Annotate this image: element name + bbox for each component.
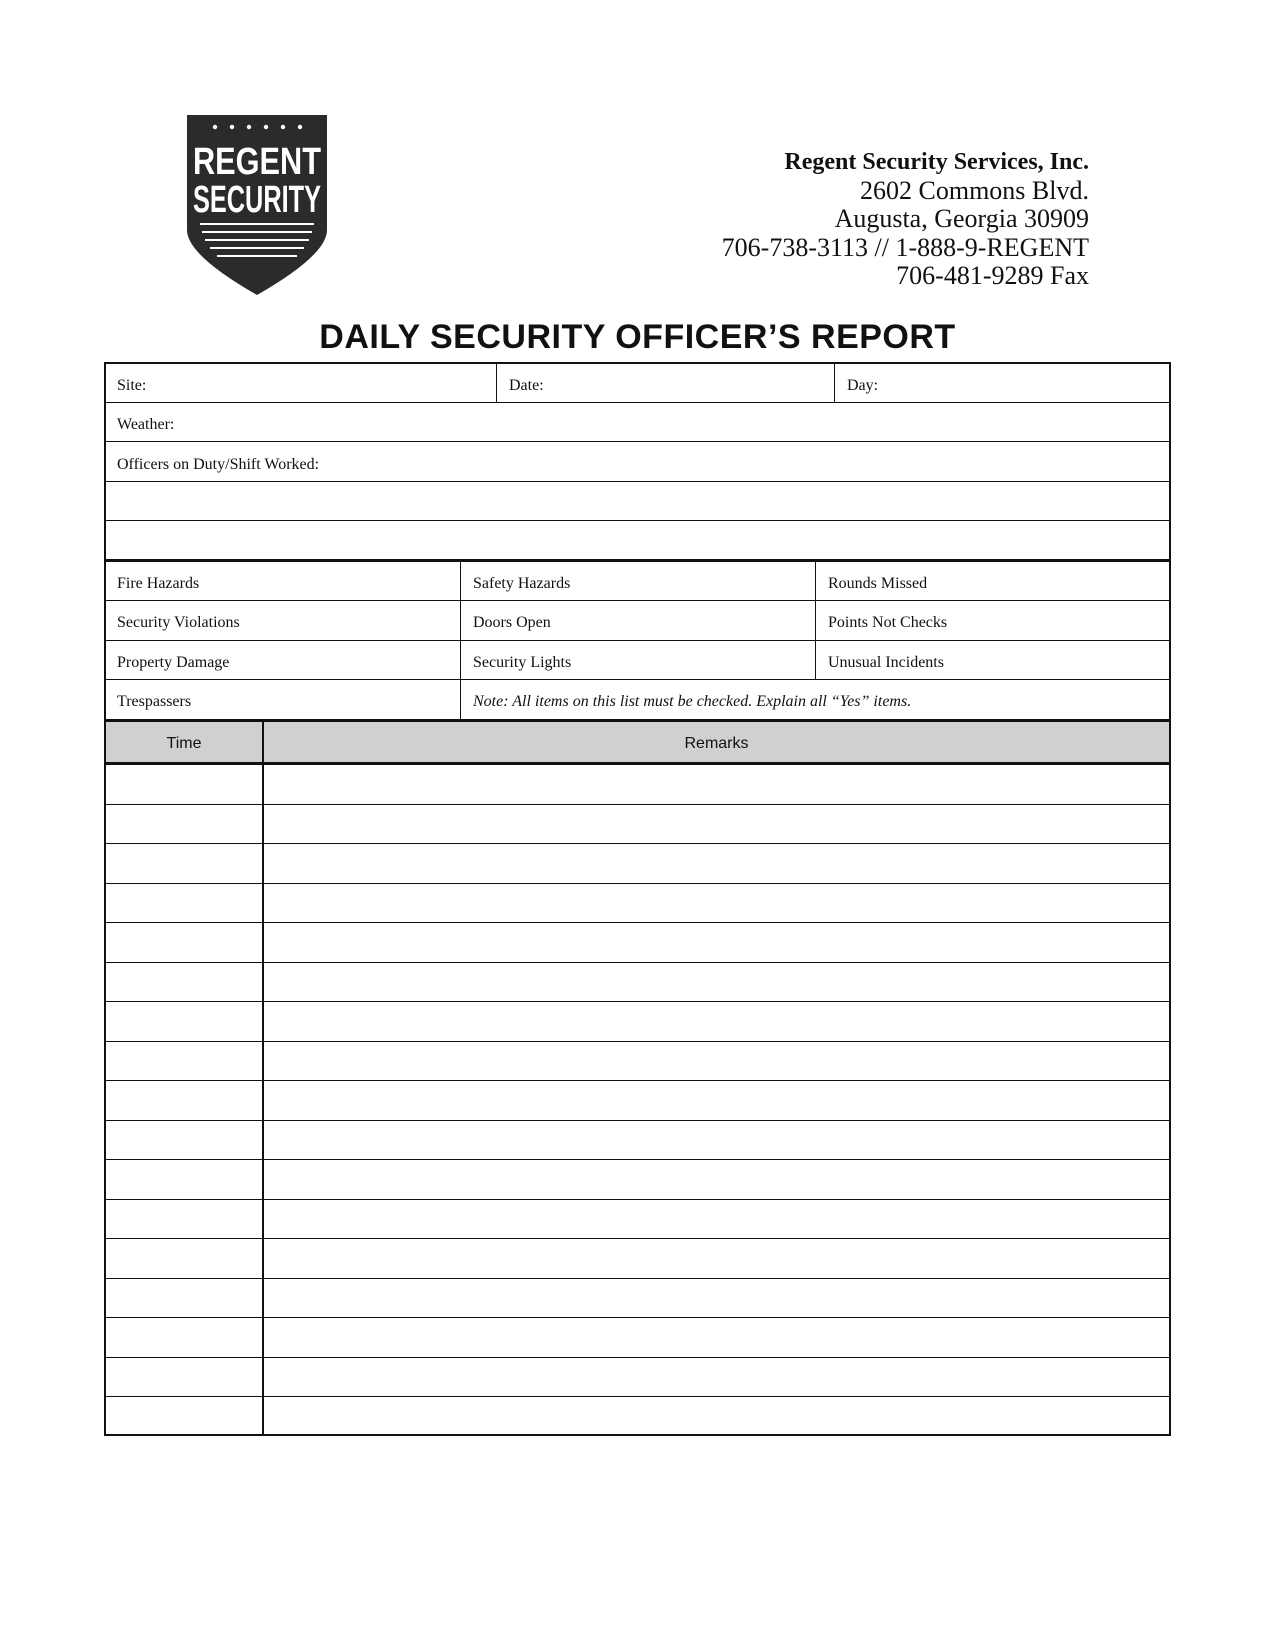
remarks-column-header: Remarks [684,735,749,752]
row-divider [104,1278,1171,1279]
log-row [104,962,1171,1002]
check-fire-hazards[interactable]: Fire Hazards [117,575,200,592]
check-property-damage[interactable]: Property Damage [117,654,230,671]
check-security-violations[interactable]: Security Violations [117,614,240,631]
check-safety-hazards[interactable]: Safety Hazards [473,575,571,592]
log-row [104,1120,1171,1160]
weather-field[interactable]: Weather: [117,416,175,433]
time-cell[interactable] [104,883,262,923]
row-divider [104,1317,1171,1318]
row-divider [104,922,1171,923]
remarks-cell[interactable] [264,1317,1171,1357]
company-info [722,148,1089,291]
check-doors-open[interactable]: Doors Open [473,614,551,631]
remarks-cell[interactable] [264,1357,1171,1397]
remarks-cell[interactable] [264,843,1171,883]
time-cell[interactable] [104,1080,262,1120]
logo-line2: SECURITY [193,179,321,221]
row-divider [104,804,1171,805]
log-row [104,1317,1171,1357]
row-divider [104,1159,1171,1160]
row-divider [104,1001,1171,1002]
remarks-cell[interactable] [264,1120,1171,1160]
remarks-cell[interactable] [264,1159,1171,1199]
row-divider [104,1357,1171,1358]
officers-line-1[interactable] [106,483,1169,519]
log-row [104,804,1171,844]
log-row [104,843,1171,883]
company-fax: 706-481-9289 Fax [896,261,1089,290]
time-cell[interactable] [104,1357,262,1397]
row-divider [104,1080,1171,1081]
time-cell[interactable] [104,1001,262,1041]
time-cell[interactable] [104,843,262,883]
check-security-lights[interactable]: Security Lights [473,654,572,671]
company-address-line1: 2602 Commons Blvd. [860,175,1089,205]
time-cell[interactable] [104,1120,262,1160]
time-cell[interactable] [104,922,262,962]
remarks-cell[interactable] [264,1238,1171,1278]
time-cell[interactable] [104,1159,262,1199]
time-cell[interactable] [104,1041,262,1081]
remarks-cell[interactable] [264,1041,1171,1081]
time-cell[interactable] [104,1278,262,1318]
time-column-header: Time [166,735,202,752]
officers-line-2[interactable] [106,522,1169,558]
log-row [104,1238,1171,1278]
row-divider [104,962,1171,963]
time-cell[interactable] [104,1238,262,1278]
logo-line1: REGENT [193,141,321,183]
remarks-cell[interactable] [264,804,1171,844]
log-row [104,1278,1171,1318]
remarks-cell[interactable] [264,1001,1171,1041]
company-name: Regent Security Services, Inc. [784,149,1089,175]
remarks-cell[interactable] [264,962,1171,1002]
time-cell[interactable] [104,1317,262,1357]
time-cell[interactable] [104,1396,262,1436]
row-divider [104,843,1171,844]
checklist-note: Note: All items on this list must be checked. Explain all “Yes” items. [473,693,912,710]
log-row [104,1357,1171,1397]
check-rounds-missed[interactable]: Rounds Missed [828,575,928,592]
log-row [104,1041,1171,1081]
report-title: DAILY SECURITY OFFICER’S REPORT [319,318,956,356]
remarks-cell[interactable] [264,1080,1171,1120]
remarks-cell[interactable] [264,764,1171,804]
remarks-cell[interactable] [264,1278,1171,1318]
check-points-not-checks[interactable]: Points Not Checks [828,614,948,631]
time-cell[interactable] [104,1199,262,1239]
time-cell[interactable] [104,764,262,804]
log-row [104,883,1171,923]
remarks-cell[interactable] [264,883,1171,923]
company-address-line2: Augusta, Georgia 30909 [834,204,1089,233]
log-row [104,1080,1171,1120]
check-unusual-incidents[interactable]: Unusual Incidents [828,654,944,671]
company-phones: 706-738-3113 // 1-888-9-REGENT [721,232,1089,262]
date-field[interactable]: Date: [509,377,544,394]
check-trespassers[interactable]: Trespassers [117,693,192,710]
regent-security-logo [182,110,332,300]
time-cell[interactable] [104,804,262,844]
log-row [104,1396,1171,1436]
remarks-cell[interactable] [264,1199,1171,1239]
officers-field[interactable]: Officers on Duty/Shift Worked: [117,456,320,473]
site-field[interactable]: Site: [117,377,147,394]
row-divider [104,1396,1171,1397]
remarks-cell[interactable] [264,922,1171,962]
row-divider [104,883,1171,884]
row-divider [104,1238,1171,1239]
log-row [104,1199,1171,1239]
log-row [104,764,1171,804]
log-row [104,1001,1171,1041]
log-row [104,922,1171,962]
row-divider [104,1041,1171,1042]
row-divider [104,1199,1171,1200]
row-divider [104,1120,1171,1121]
log-row [104,1159,1171,1199]
day-field[interactable]: Day: [847,377,879,394]
remarks-cell[interactable] [264,1396,1171,1436]
time-cell[interactable] [104,962,262,1002]
